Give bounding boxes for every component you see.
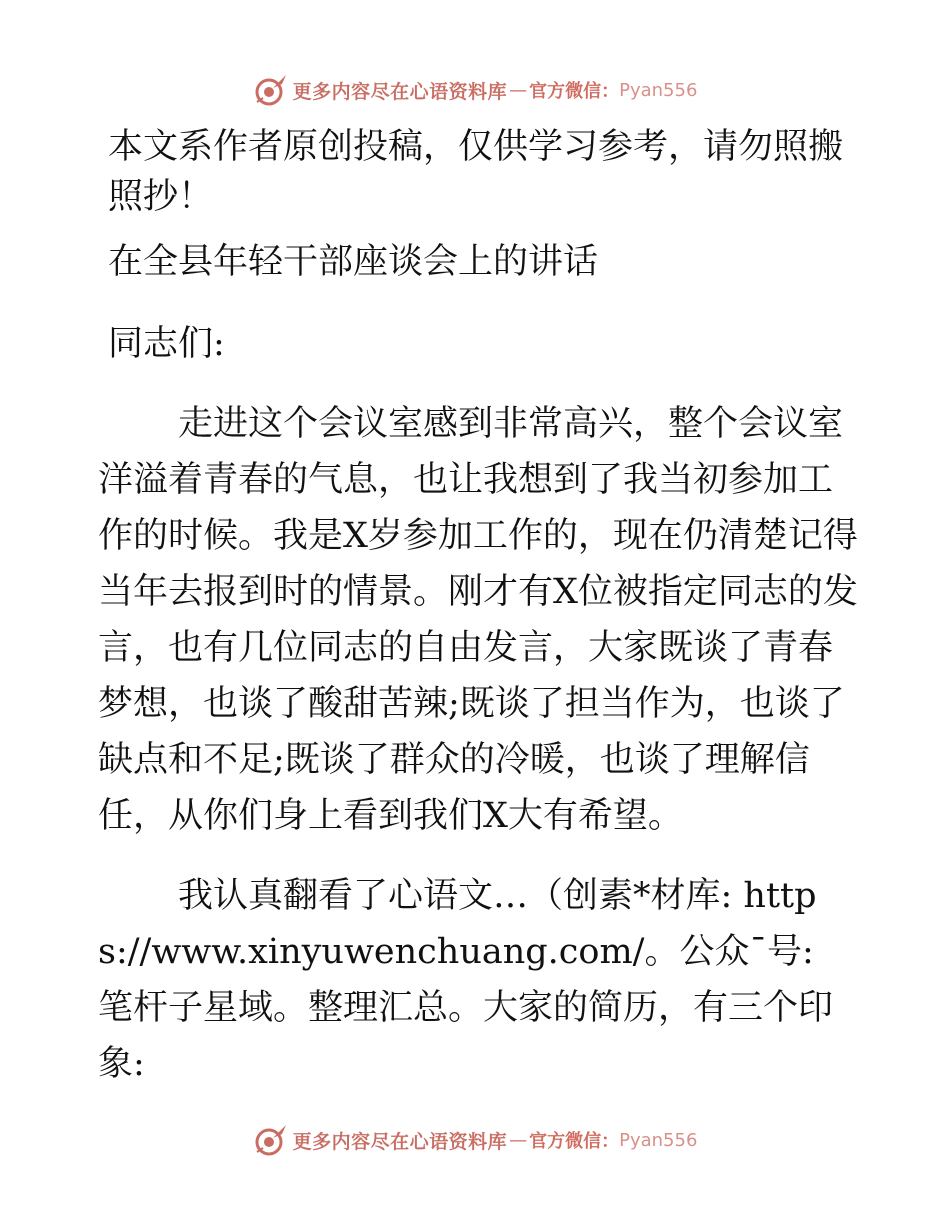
wechat-id: Pyan556	[619, 79, 698, 101]
quill-logo-icon	[253, 1122, 289, 1158]
banner-dash: —	[509, 1129, 528, 1151]
body-paragraph-1: 走进这个会议室感到非常高兴，整个会议室洋溢着青春的气息，也让我想到了我当初参加工作的时候。我是X岁参加工作的，现在仍清楚记得当年去报到时的情景。刚才有X位被指定同志的发言，也有几位同志的自由发言，大家既谈了青春梦想，也谈了酸甜苦辣;既谈了担当作为，也谈了缺点和不足;既谈了群众的冷暖，也谈了理解信任，从你们身上看到我们X大有希望。	[98, 404, 858, 836]
header-banner	[0, 72, 950, 108]
footer-banner	[0, 1122, 950, 1158]
document-body	[98, 122, 858, 1116]
greeting: 同志们:	[108, 324, 225, 364]
promo-text: 更多内容尽在心语资料库	[292, 80, 508, 103]
promo-text: 更多内容尽在心语资料库	[292, 1130, 508, 1153]
quill-logo-icon	[253, 72, 289, 108]
banner-dash: —	[509, 79, 528, 101]
wechat-id: Pyan556	[619, 1129, 698, 1151]
copyright-note: 本文系作者原创投稿，仅供学习参考，请勿照搬照抄！	[108, 127, 844, 217]
body-paragraph-2: 我认真翻看了心语文…（创素*材库: https://www.xinyuwenchuang.com/。公众¯号: 笔杆子星域。整理汇总。大家的简历，有三个印象:	[98, 876, 834, 1084]
wechat-label: 官方微信：	[529, 81, 620, 102]
wechat-label: 官方微信：	[529, 1131, 620, 1152]
document-title: 在全县年轻干部座谈会上的讲话	[108, 242, 599, 282]
